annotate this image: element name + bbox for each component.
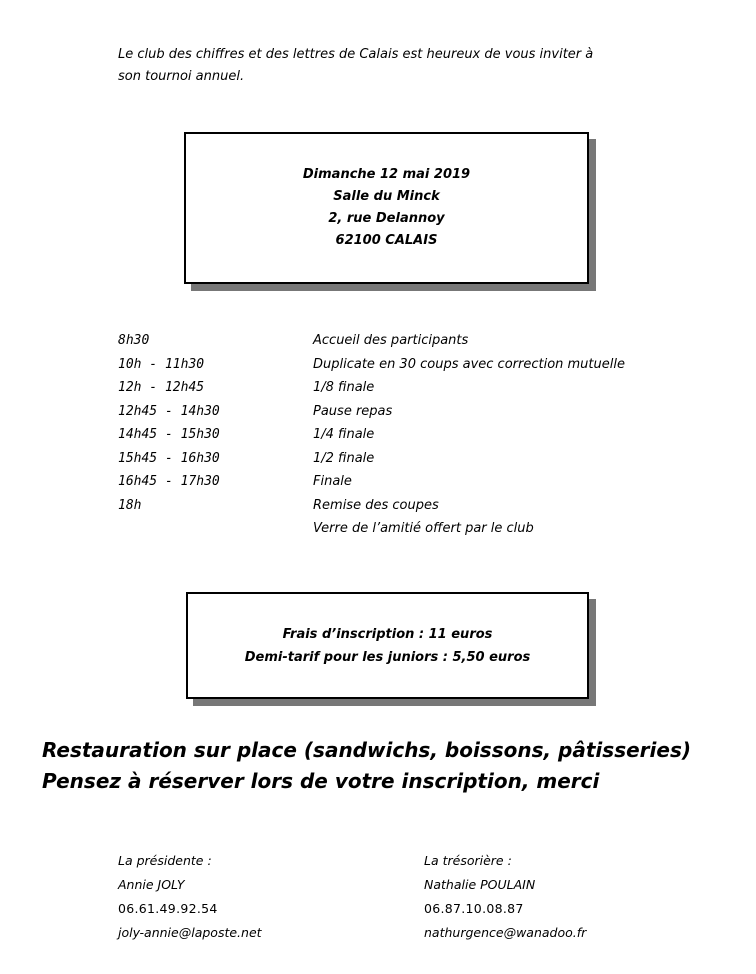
schedule-event: 1/8 finale	[313, 380, 375, 395]
venue-box	[184, 132, 589, 284]
restauration-line-1: Restauration sur place (sandwichs, boissons, pâtisseries)	[42, 738, 691, 762]
schedule-time: 14h45 - 15h30	[118, 427, 220, 442]
schedule-time: 8h30	[118, 333, 150, 348]
schedule-event: 1/4 finale	[313, 427, 375, 442]
intro-line-1: Le club des chiffres et des lettres de Calais est heureux de vous inviter à	[118, 47, 594, 62]
schedule-row	[118, 329, 738, 353]
venue-street: 2, rue Delannoy	[328, 211, 445, 226]
president-phone: 06.61.49.92.54	[118, 901, 218, 916]
schedule-time	[118, 517, 313, 541]
contact-treasurer	[424, 849, 586, 945]
event-date: Dimanche 12 mai 2019	[302, 167, 471, 182]
schedule-event: Duplicate en 30 coups avec correction mutuelle	[313, 356, 625, 372]
schedule-row	[118, 423, 738, 447]
schedule-event: Remise des coupes	[313, 497, 439, 513]
registration-fee: Frais d’inscription : 11 euros	[282, 626, 493, 642]
schedule-time: 15h45 - 16h30	[118, 450, 220, 466]
president-name: Annie JOLY	[118, 877, 185, 892]
schedule-event: 1/2 finale	[313, 450, 375, 466]
schedule-row	[118, 517, 738, 541]
intro-line-2: son tournoi annuel.	[118, 69, 245, 84]
schedule-row	[118, 494, 738, 518]
junior-fee: Demi-tarif pour les juniors : 5,50 euros	[244, 649, 531, 665]
schedule-row	[118, 470, 738, 494]
president-role: La présidente :	[118, 853, 212, 868]
schedule-time: 10h - 11h30	[118, 356, 205, 372]
restauration-notice	[42, 735, 752, 797]
schedule-event: Accueil des participants	[313, 333, 469, 348]
schedule-time: 12h - 12h45	[118, 380, 205, 395]
contact-president	[118, 849, 262, 945]
treasurer-phone: 06.87.10.08.87	[424, 901, 524, 916]
schedule-event: Finale	[313, 474, 352, 489]
schedule-event: Pause repas	[313, 403, 393, 419]
schedule-time: 16h45 - 17h30	[118, 474, 220, 489]
intro-paragraph	[118, 44, 748, 88]
schedule-time: 12h45 - 14h30	[118, 403, 220, 419]
president-email: joly-annie@laposte.net	[118, 925, 262, 940]
venue-hall: Salle du Minck	[333, 189, 440, 204]
schedule-list	[118, 329, 738, 541]
schedule-row	[118, 400, 738, 424]
schedule-row	[118, 376, 738, 400]
treasurer-email: nathurgence@wanadoo.fr	[424, 925, 587, 940]
schedule-time: 18h	[118, 497, 142, 513]
schedule-row	[118, 447, 738, 471]
schedule-event: Verre de l’amitié offert par le club	[313, 521, 534, 536]
treasurer-name: Nathalie POULAIN	[424, 877, 536, 892]
schedule-row	[118, 353, 738, 377]
fee-box	[186, 592, 589, 699]
treasurer-role: La trésorière :	[424, 853, 512, 868]
restauration-line-2: Pensez à réserver lors de votre inscription, merci	[42, 769, 600, 793]
venue-city: 62100 CALAIS	[335, 233, 438, 248]
